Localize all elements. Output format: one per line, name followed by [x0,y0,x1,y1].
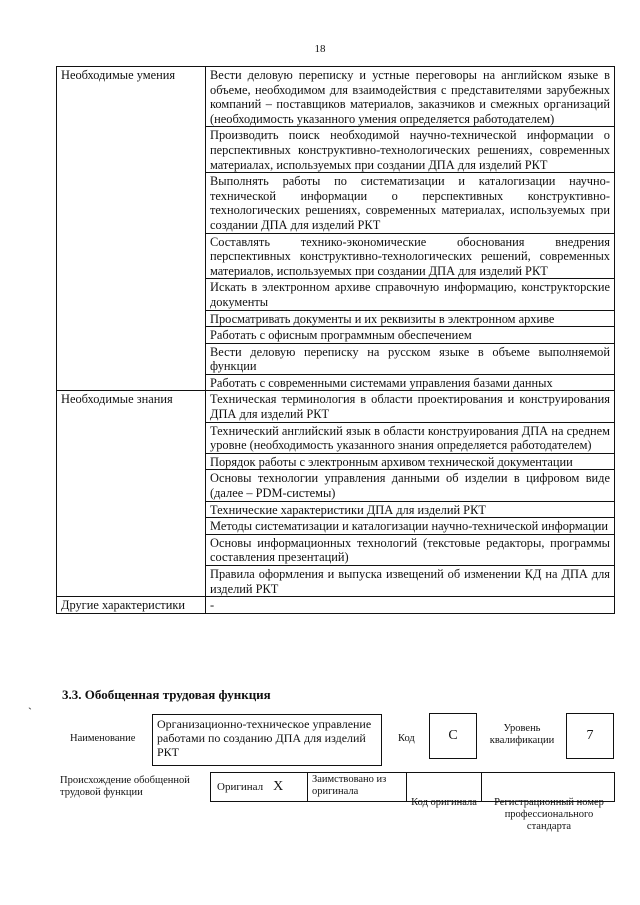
original-box [210,772,308,802]
requirement-item: Правила оформления и выпуска извещений об изменении КД на ДПА для изделий РКТ [206,566,615,597]
requirement-item: Составлять технико-экономические обоснования внедрения перспективных конструктивно-технологических решений, современных материалов, используемых при создании ДПА для изделий РКТ [206,233,615,279]
row-label: Необходимые умения [57,67,206,391]
requirement-item: - [206,597,615,614]
borrowed-box [307,772,407,802]
origin-label: Происхождение обобщенной трудовой функции [60,775,190,798]
table-row [57,597,615,614]
requirement-item: Работать с современными системами управления базами данных [206,374,615,391]
requirement-item: Методы систематизации и каталогизации научно-технической информации [206,518,615,535]
code-value-box [429,713,477,759]
requirement-item: Искать в электронном архиве справочную информацию, конструкторские документы [206,279,615,310]
requirement-item: Основы технологии управления данными об изделии в цифровом виде (далее – PDM-системы) [206,470,615,501]
requirement-item: Технический английский язык в области конструирования ДПА на среднем уровне (необходимость указанного знания определяется работодателем) [206,422,615,453]
requirement-item: Технические характеристики ДПА для изделий РКТ [206,501,615,518]
requirements-table [56,66,615,614]
margin-mark: ` [28,705,32,719]
code-label: Код [398,733,415,744]
level-label: Уровень квалификации [489,723,555,746]
level-value: 7 [586,728,594,743]
original-label: Оригинал [217,781,264,793]
requirement-item: Вести деловую переписку и устные переговоры на английском языке в объеме, необходимом для взаимодействия с представителями зарубежных компаний – поставщиков материалов, заказчиков и смежных организаций (необходимость указанного умения определяется работодателем) [206,67,615,127]
code-original-label: Код оригинала [411,797,477,808]
row-label: Другие характеристики [57,597,206,614]
page-number: 18 [314,43,326,55]
name-label: Наименование [70,733,136,744]
name-value: Организационно-техническое управление работами по созданию ДПА для изделий РКТ [157,717,372,759]
requirement-item: Производить поиск необходимой научно-технической информации о перспективных конструктивно-технологических решениях, современных материалах, используемых при создании ДПА для изделий РКТ [206,127,615,173]
requirement-item: Основы информационных технологий (текстовые редакторы, программы составления презентаций) [206,534,615,565]
requirement-item: Просматривать документы и их реквизиты в электронном архиве [206,310,615,327]
table-row [57,67,615,127]
original-mark: X [273,779,284,794]
reg-number-label: Регистрационный номер профессионального стандарта [494,797,604,832]
row-label: Необходимые знания [57,391,206,597]
level-value-box [566,713,614,759]
requirement-item: Техническая терминология в области проектирования и конструирования ДПА для изделий РКТ [206,391,615,422]
code-value: C [448,728,458,743]
requirement-item: Работать с офисным программным обеспечением [206,327,615,344]
section-heading: 3.3. Обобщенная трудовая функция [62,687,271,702]
requirement-item: Вести деловую переписку на русском языке в объеме выполняемой функции [206,343,615,374]
requirement-item: Порядок работы с электронным архивом технической документации [206,453,615,470]
requirement-item: Выполнять работы по систематизации и каталогизации научно-технической информации о перспективных конструктивно-технологических решениях, современных материалах, используемых при создании ДПА для изделий РКТ [206,173,615,233]
name-value-box [152,714,382,766]
table-row [57,391,615,422]
borrowed-label: Заимствовано из оригинала [312,774,387,797]
